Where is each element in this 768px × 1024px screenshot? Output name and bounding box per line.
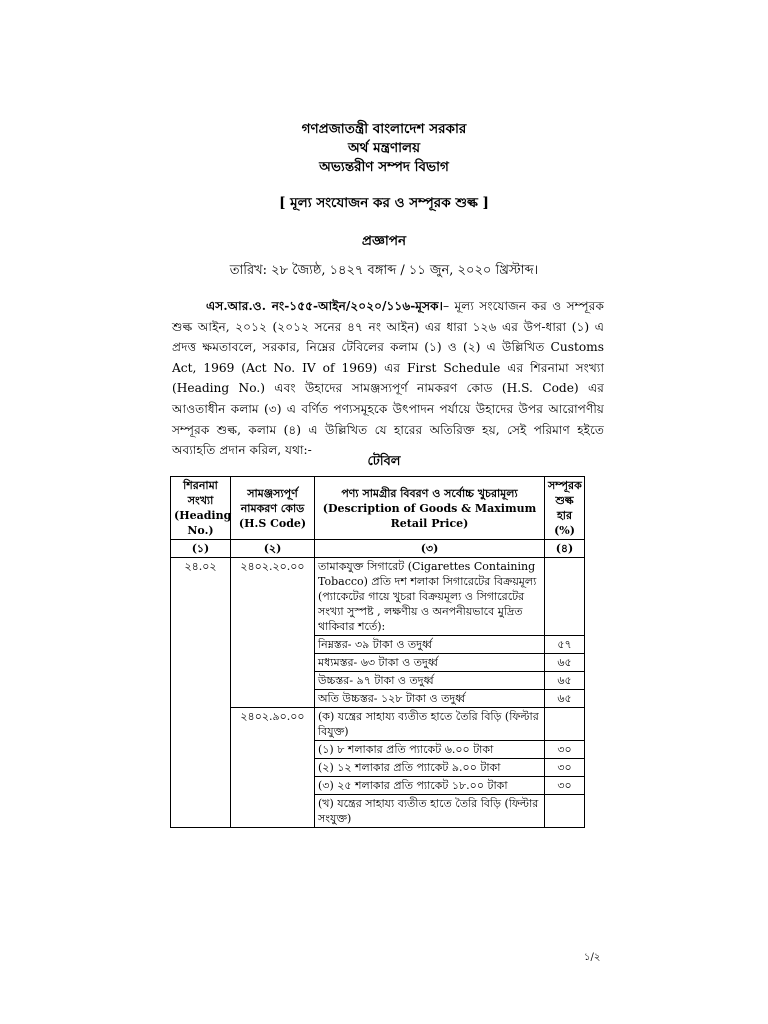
description-cell: মধ্যমস্তর- ৬৩ টাকা ও তদুর্ধ্ব: [315, 654, 545, 672]
description-cell: অতি উচ্চস্তর- ১২৮ টাকা ও তদুর্ধ্ব: [315, 690, 545, 708]
description-cell: (ক) যন্ত্রের সাহায্য ব্যতীত হাতে তৈরি বিড়ি (ফিল্টার বিযুক্ত): [315, 708, 545, 741]
duty-table: [170, 476, 585, 828]
rate-cell: ৩০: [545, 741, 585, 759]
table-header-row: [171, 477, 585, 540]
col-number: (২): [231, 540, 315, 558]
body-text: – মূল্য সংযোজন কর ও সম্পূরক শুল্ক আইন, ২০১২ (২০১২ সনের ৪৭ নং আইন) এর ধারা ১২৬ এর উপ-ধারা (১) এ প্রদত্ত ক্ষমতাবলে, সরকার, নিম্নের টেবিলের কলাম (১) ও (২) এ উল্লিখিত Customs Act, 1969 (Act No. IV of 1969) এর First Schedule এর শিরনামা সংখ্যা (Heading No.) এবং উহাদের সামঞ্জস্যপূর্ণ নামকরণ কোড (H.S. Code) এর আওতাধীন কলাম (৩) এ বর্ণিত পণ্যসমূহকে উৎপাদন পর্যায়ে উহাদের উপর আরোপণীয় সম্পূরক শুল্ক, কলাম (৪) এ উল্লিখিত যে হারের অতিরিক্ত হয়, সেই পরিমাণ হইতে অব্যাহতি প্রদান করিল, যথা:-: [172, 299, 604, 458]
header-government: গণপ্রজাতন্ত্রী বাংলাদেশ সরকার: [301, 121, 467, 137]
col-number: (৩): [315, 540, 545, 558]
rate-cell: [545, 558, 585, 636]
rate-cell: ৬৫: [545, 690, 585, 708]
rate-cell: ৫৭: [545, 636, 585, 654]
table-row: [171, 708, 585, 741]
description-cell: উচ্চস্তর- ৯৭ টাকা ও তদুর্ধ্ব: [315, 672, 545, 690]
description-cell: (খ) যন্ত্রের সাহায্য ব্যতীত হাতে তৈরি বিড়ি (ফিল্টার সংযুক্ত): [315, 795, 545, 828]
col-number: (৪): [545, 540, 585, 558]
description-cell: (৩) ২৫ শলাকার প্রতি প্যাকেট ১৮.০০ টাকা: [315, 777, 545, 795]
date-line: তারিখ: ২৮ জ্যৈষ্ঠ, ১৪২৭ বঙ্গাব্দ / ১১ জুন, ২০২০ খ্রিস্টাব্দ।: [229, 263, 539, 278]
header-description: পণ্য সামগ্রীর বিবরণ ও সর্বোচ্চ খুচরামূল্য (Description of Goods & Maximum Retail Price): [315, 477, 545, 540]
heading-no-cell: ২৪.০২: [171, 558, 231, 828]
hs-code-cell: ২৪০২.৯০.০০: [231, 708, 315, 828]
rate-cell: [545, 795, 585, 828]
table-title: টেবিল: [367, 454, 401, 469]
notice-title: প্রজ্ঞাপন: [361, 233, 407, 249]
description-cell: তামাকযুক্ত সিগারেট (Cigarettes Containing Tobacco) প্রতি দশ শলাকা সিগারেটের বিক্রয়মূল্য (প্যাকেটের গায়ে খুচরা বিক্রয়মূল্য ও সিগারেটের সংখ্যা সুস্পষ্ট , লক্ষণীয় ও অনপনীয়ভাবে মুদ্রিত থাকিবার শর্তে):: [315, 558, 545, 636]
header-heading-no: শিরনামা সংখ্যা (Heading No.): [171, 477, 231, 540]
column-number-row: [171, 540, 585, 558]
body-paragraph: [172, 296, 604, 461]
header-block: [0, 120, 768, 177]
description-cell: (২) ১২ শলাকার প্রতি প্যাকেট ৯.০০ টাকা: [315, 759, 545, 777]
header-ministry: অর্থ মন্ত্রণালয়: [347, 140, 421, 156]
sro-number: এস.আর.ও. নং-১৫৫-আইন/২০২০/১১৬-মূসক।: [206, 299, 443, 313]
header-rate: সম্পূরক শুল্ক হার (%): [545, 477, 585, 540]
hs-code-cell: ২৪০২.২০.০০: [231, 558, 315, 708]
subject-title: [ মূল্য সংযোজন কর ও সম্পূরক শুল্ক ]: [279, 195, 489, 211]
rate-cell: [545, 708, 585, 741]
table-row: [171, 558, 585, 636]
header-hs-code: সামঞ্জস্যপূর্ণ নামকরণ কোড (H.S Code): [231, 477, 315, 540]
header-division: অভ্যন্তরীণ সম্পদ বিভাগ: [319, 159, 449, 175]
col-number: (১): [171, 540, 231, 558]
rate-cell: ৩০: [545, 777, 585, 795]
description-cell: (১) ৮ শলাকার প্রতি প্যাকেট ৬.০০ টাকা: [315, 741, 545, 759]
rate-cell: ৬৫: [545, 672, 585, 690]
rate-cell: ৩০: [545, 759, 585, 777]
rate-cell: ৬৫: [545, 654, 585, 672]
description-cell: নিম্নস্তর- ৩৯ টাকা ও তদুর্ধ্ব: [315, 636, 545, 654]
page-number: ১/২: [584, 952, 601, 963]
